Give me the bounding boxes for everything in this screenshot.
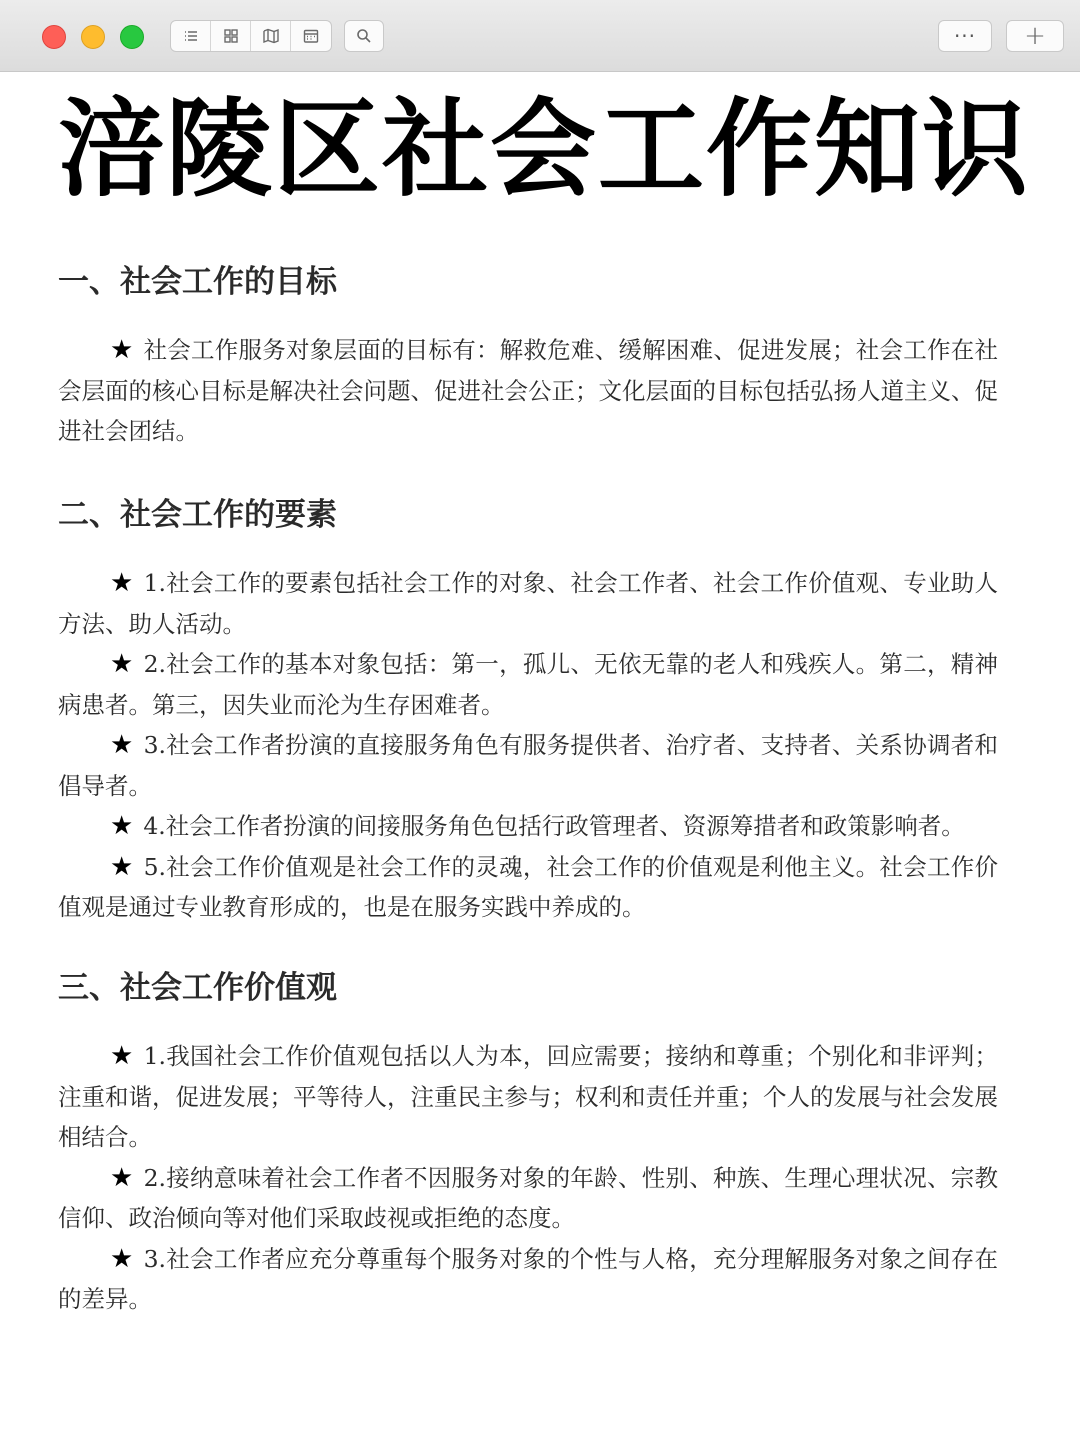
section-heading: 二、社会工作的要素 — [58, 497, 337, 533]
paragraph — [58, 330, 998, 452]
plus-icon: + — [1024, 21, 1046, 51]
section-heading: 三、社会工作价值观 — [58, 970, 337, 1006]
paragraph — [58, 1239, 998, 1320]
add-button[interactable] — [1006, 20, 1064, 52]
section-values — [58, 968, 998, 1320]
paragraph-text: 1.社会工作的要素包括社会工作的对象、社会工作者、社会工作价值观、专业助人方法、助人活动。 — [58, 569, 999, 638]
list-icon — [182, 27, 200, 45]
more-icon: ··· — [953, 24, 977, 48]
paragraph-text: 社会工作服务对象层面的目标有：解救危难、缓解困难、促进发展；社会工作在社会层面的核心目标是解决社会问题、促进社会公正；文化层面的目标包括弘扬人道主义、促进社会团结。 — [58, 336, 999, 445]
search-button[interactable] — [344, 20, 384, 52]
paragraph-text: 2.社会工作的基本对象包括：第一，孤儿、无依无靠的老人和残疾人。第二，精神病患者。第三，因失业而沦为生存困难者。 — [58, 650, 999, 719]
star-bullet-icon: ★ — [110, 568, 134, 598]
more-options-button[interactable] — [938, 20, 992, 52]
zoom-window-button[interactable] — [120, 25, 144, 49]
star-bullet-icon: ★ — [110, 1041, 134, 1071]
window-titlebar — [0, 0, 1080, 72]
calendar-view-button[interactable] — [291, 21, 331, 51]
star-bullet-icon: ★ — [110, 335, 134, 365]
document-title: 涪陵区社会工作知识 — [58, 88, 1030, 211]
paragraph-text: 3.社会工作者应充分尊重每个服务对象的个性与人格，充分理解服务对象之间存在的差异。 — [58, 1244, 999, 1313]
paragraph — [58, 563, 998, 644]
view-mode-segmented-control — [170, 20, 332, 52]
star-bullet-icon: ★ — [110, 649, 134, 679]
star-bullet-icon: ★ — [110, 730, 134, 760]
paragraph — [58, 725, 998, 806]
grid-view-button[interactable] — [211, 21, 251, 51]
paragraph-text: 5.社会工作价值观是社会工作的灵魂，社会工作的价值观是利他主义。社会工作价值观是通过专业教育形成的，也是在服务实践中养成的。 — [58, 852, 999, 921]
star-bullet-icon: ★ — [110, 811, 134, 841]
section-goals — [58, 262, 998, 452]
paragraph — [58, 847, 998, 928]
section-heading: 一、社会工作的目标 — [58, 264, 337, 300]
section-elements — [58, 495, 998, 928]
paragraph — [58, 806, 998, 847]
star-bullet-icon: ★ — [110, 1162, 134, 1193]
minimize-window-button[interactable] — [81, 25, 105, 49]
grid-icon — [222, 27, 240, 45]
map-view-button[interactable] — [251, 21, 291, 51]
paragraph — [58, 644, 998, 725]
paragraph-text: 3.社会工作者扮演的直接服务角色有服务提供者、治疗者、支持者、关系协调者和倡导者。 — [58, 731, 999, 800]
paragraph — [58, 1158, 998, 1239]
star-bullet-icon: ★ — [110, 1243, 134, 1274]
star-bullet-icon: ★ — [110, 851, 134, 882]
close-window-button[interactable] — [42, 25, 66, 49]
search-icon — [355, 27, 373, 45]
list-view-button[interactable] — [171, 21, 211, 51]
paragraph-text: 4.社会工作者扮演的间接服务角色包括行政管理者、资源筹措者和政策影响者。 — [143, 812, 965, 840]
map-icon — [262, 27, 280, 45]
paragraph — [58, 1036, 998, 1158]
calendar-icon — [302, 27, 320, 45]
paragraph-text: 2.接纳意味着社会工作者不因服务对象的年龄、性别、种族、生理心理状况、宗教信仰、政治倾向等对他们采取歧视或拒绝的态度。 — [58, 1163, 999, 1232]
paragraph-text: 1.我国社会工作价值观包括以人为本，回应需要；接纳和尊重；个别化和非评判；注重和谐，促进发展；平等待人，注重民主参与；权利和责任并重；个人的发展与社会发展相结合。 — [58, 1042, 999, 1151]
